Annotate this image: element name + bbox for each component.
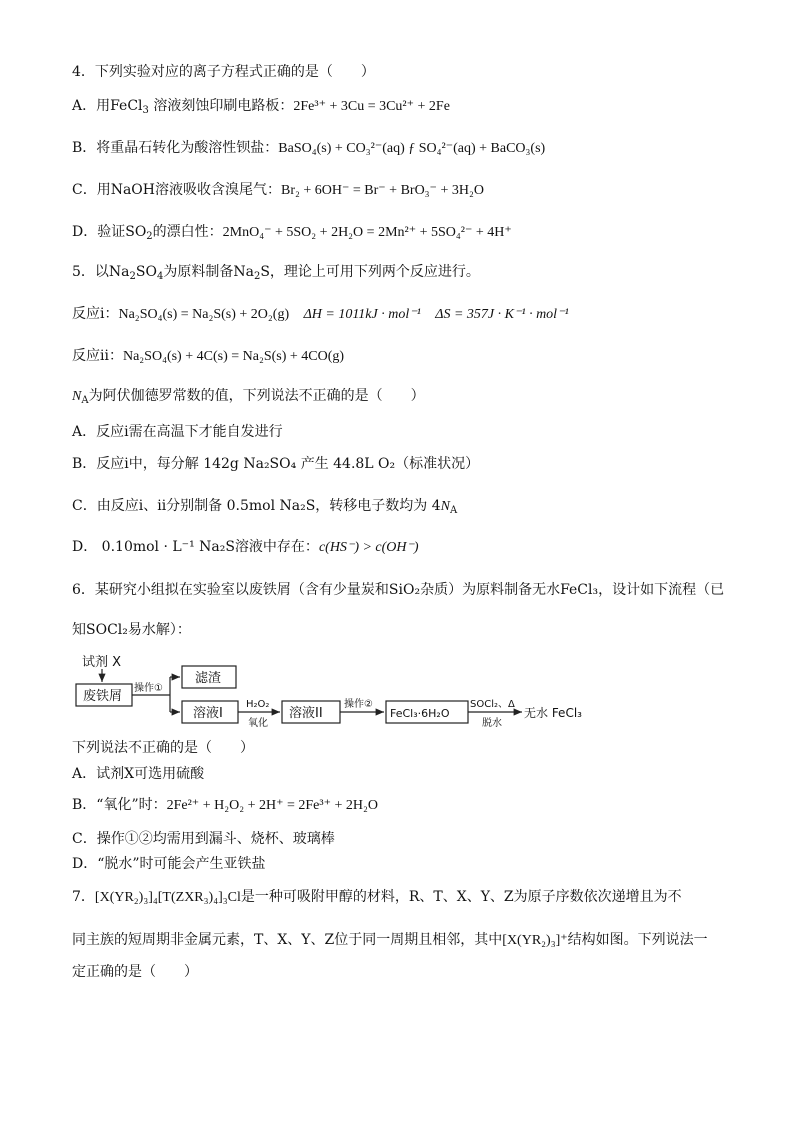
q5-option-c: C．由反应ⅰ、ⅱ分别制备 0.5mol Na₂S，转移电子数均为 $4N_A$ xyxy=(72,498,458,516)
q5-r1-equation: Na₂SO₄(s) = Na₂S(s) + 2O₂(g) xyxy=(118,307,290,322)
q5-d-equation: c(HS⁻) > c(OH⁻) xyxy=(318,540,419,555)
q7-line-3: 定正确的是（ ） xyxy=(72,964,198,980)
q4-a-equation: 2Fe³⁺ + 3Cu = 3Cu²⁺ + 2Fe xyxy=(293,99,450,114)
q5-r2-equation: Na₂SO₄(s) + 4C(s) = Na₂S(s) + 4CO(g) xyxy=(122,349,345,364)
flow-start-label: 废铁屑 xyxy=(83,689,123,704)
flow-sol2-label: 溶液II xyxy=(289,706,323,721)
q6-question: 下列说法不正确的是（ ） xyxy=(72,740,254,756)
q7-line-2: 同主族的短周期非金属元素，T、X、Y、Z位于同一周期且相邻，其中[X(YR₂)₃]⁺结构如图。下列说法一 xyxy=(72,932,708,948)
q4-option-c xyxy=(72,180,484,201)
q5-question: $N_A$为阿伏伽德罗常数的值，下列说法不正确的是（ ） xyxy=(72,388,425,406)
q4-d-text: D．验证SO xyxy=(72,224,147,240)
flow-reagent-label: 试剂 X xyxy=(82,655,122,670)
q4-option-a: A．用FeCl$_3$ 溶液刻蚀印刷电路板：2Fe³⁺ + 3Cu = 3Cu²⁺ + 2Fe xyxy=(72,98,450,116)
q5-reaction-1 xyxy=(72,304,569,325)
flowchart-diagram xyxy=(72,652,594,734)
flow-residue-label: 滤渣 xyxy=(195,671,222,686)
q6-option-b: B．“氧化”时：2Fe²⁺ + H₂O₂ + 2H⁺ = 2Fe³⁺ + 2H₂O xyxy=(72,797,378,813)
flow-hydrate-label: FeCl₃·6H₂O xyxy=(390,707,450,720)
q5-option-d: D． 0.10mol · L⁻¹ Na₂S溶液中存在：c(HS⁻) > c(OH⁻) xyxy=(72,539,419,555)
q4-b-text: B．将重晶石转化为酸溶性钡盐： xyxy=(72,140,279,156)
q5-r1-label: 反应ⅰ： xyxy=(72,306,119,322)
q5-option-a: A．反应ⅰ需在高温下才能自发进行 xyxy=(72,424,283,440)
q4-c-text: C．用NaOH溶液吸收含溴尾气： xyxy=(72,182,281,198)
flow-oxidation-label: 氧化 xyxy=(248,718,268,729)
q4-b-equation: BaSO₄(s) + CO₃²⁻(aq) ƒ SO₄²⁻(aq) + BaCO₃(s) xyxy=(278,141,546,156)
flow-h2o2-label: H₂O₂ xyxy=(246,699,270,710)
q4-c-equation: Br₂ + 6OH⁻ = Br⁻ + BrO₃⁻ + 3H₂O xyxy=(281,183,484,198)
q6-option-a: A．试剂X可选用硫酸 xyxy=(72,766,205,782)
q4-a-text2: 溶液刻蚀印刷电路板： xyxy=(153,98,294,114)
flow-op2-label: 操作② xyxy=(344,699,373,710)
q7-formula-2: [X(YR₂)₃]⁺ xyxy=(502,933,568,948)
flow-product-label: 无水 FeCl₃ xyxy=(524,706,582,720)
q5-r1-dh: ΔH = 1011kJ · mol⁻¹ xyxy=(303,307,421,322)
q5-reaction-2 xyxy=(72,346,344,367)
q5-r1-ds: ΔS = 357J · K⁻¹ · mol⁻¹ xyxy=(435,307,569,322)
q6-option-c: C．操作①②均需用到漏斗、烧杯、玻璃棒 xyxy=(72,831,335,847)
q4-a-text: A．用FeCl xyxy=(72,98,143,114)
q6-option-d: D．“脱水”时可能会产生亚铁盐 xyxy=(72,856,266,872)
q5-stem: 5．以$Na_2SO_4$为原料制备$Na_2S$，理论上可用下列两个反应进行。 xyxy=(72,264,480,282)
q6-stem-line-2: 知SOCl₂易水解）： xyxy=(72,622,191,638)
q4-option-d: D．验证$SO_2$的漂白性：2MnO₄⁻ + 5SO₂ + 2H₂O = 2Mn²⁺ + 5SO₄²⁻ + 4H⁺ xyxy=(72,224,512,242)
q4-d-text2: 的漂白性： xyxy=(152,224,223,240)
q6-b-equation: 2Fe²⁺ + H₂O₂ + 2H⁺ = 2Fe³⁺ + 2H₂O xyxy=(166,798,378,813)
flow-dehydration-label: 脱水 xyxy=(482,718,502,729)
q4-d-equation: 2MnO₄⁻ + 5SO₂ + 2H₂O = 2Mn²⁺ + 5SO₄²⁻ + 4H⁺ xyxy=(222,225,512,240)
q7-line-1: 7．[X(YR₂)₃]₄[T(ZXR₃)₄]₃Cl是一种可吸附甲醇的材料，R、T、X、Y、Z为原子序数依次递增且为不 xyxy=(72,889,682,905)
q4-stem: 4．下列实验对应的离子方程式正确的是（ ） xyxy=(72,64,375,80)
flow-sol1-label: 溶液I xyxy=(193,706,223,721)
q7-formula: [X(YR₂)₃]₄[T(ZXR₃)₄]₃Cl xyxy=(94,890,241,905)
q5-option-b: B．反应ⅰ中，每分解 142g Na₂SO₄ 产生 44.8L O₂（标准状况） xyxy=(72,456,480,472)
q6-stem-line-1: 6．某研究小组拟在实验室以废铁屑（含有少量炭和SiO₂杂质）为原料制备无水FeCl₃，设计如下流程（已 xyxy=(72,582,725,598)
q5-r2-label: 反应ⅱ： xyxy=(72,348,123,364)
flow-socl2-label: SOCl₂、Δ xyxy=(470,699,515,710)
flow-op1-label: 操作① xyxy=(134,683,163,694)
q4-option-b xyxy=(72,138,545,159)
